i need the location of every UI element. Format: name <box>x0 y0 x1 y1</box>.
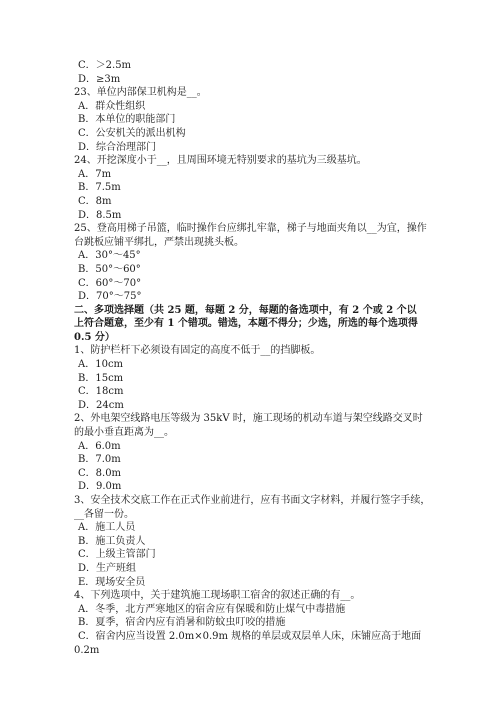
option-line: B．7.0m <box>78 454 121 466</box>
question-line: 23、单位内部保卫机构是__。 <box>74 87 207 99</box>
option-line: E．现场安全员 <box>78 576 146 588</box>
option-line: B．50°～60° <box>78 263 141 275</box>
option-line: A．7m <box>78 168 112 180</box>
section-heading: 0.5 分） <box>74 331 115 343</box>
option-line: A．施工人员 <box>78 522 136 534</box>
option-line: D．8.5m <box>78 209 122 221</box>
option-line: C．宿舍内应当设置 2.0m×0.9m 规格的单层或双层单人床，床铺应高于地面 <box>78 630 422 642</box>
option-line: A．6.0m <box>78 440 121 452</box>
question-line: 25、登高用梯子吊篮，临时操作台应绑扎牢靠，梯子与地面夹角以__为宜，操作 <box>74 223 427 235</box>
option-line: C．60°～70° <box>78 277 142 289</box>
option-line: A．群众性组织 <box>78 100 146 112</box>
option-line: B．施工负责人 <box>78 535 146 547</box>
option-line: C．8.0m <box>78 467 122 479</box>
question-line: 的最小垂直距离为__。 <box>74 427 174 439</box>
question-line: 24、开挖深度小于__，且周围环境无特别要求的基坑为三级基坑。 <box>74 155 367 167</box>
exam-text <box>74 59 440 657</box>
question-line: 1、防护栏杆下必须设有固定的高度不低于__的挡脚板。 <box>74 345 321 357</box>
question-line: 4、下列选项中，关于建筑施工现场职工宿舍的叙述正确的有__。 <box>74 590 361 602</box>
question-line: 2、外电架空线路电压等级为 35kV 时，施工现场的机动车道与架空线路交叉时 <box>74 413 423 425</box>
option-line: A．30°～45° <box>78 250 141 262</box>
option-line: B．15cm <box>78 372 124 384</box>
option-line: B．7.5m <box>78 182 121 194</box>
option-line: C．8m <box>78 195 112 207</box>
option-line: C．＞2.5m <box>78 60 132 71</box>
option-line: C．公安机关的派出机构 <box>78 127 186 139</box>
question-line: 3、安全技术交底工作在正式作业前进行，应有书面文字材料，并履行签字手续， <box>74 495 431 506</box>
section-heading: 二、多项选择题（共 25 题，每题 2 分，每题的备选项中，有 2 个或 2 个以 <box>74 304 417 316</box>
option-line: B．夏季，宿舍内应有消暑和防蚊虫叮咬的措施 <box>78 617 286 629</box>
option-line: C．18cm <box>78 386 124 398</box>
question-line: 0.2m <box>74 644 100 656</box>
option-line: D．≥3m <box>78 73 121 85</box>
option-line: D．生产班组 <box>78 562 137 574</box>
option-line: A．10cm <box>78 359 124 371</box>
option-line: D．24cm <box>78 399 124 411</box>
option-line: D．70°～75° <box>78 291 142 303</box>
option-line: C．上级主管部门 <box>78 549 156 561</box>
question-line: 台跳板应铺平绑扎，严禁出现挑头板。 <box>74 236 244 248</box>
section-heading: 上符合题意，至少有 1 个错项。错选，本题不得分；少选，所选的每个选项得 <box>74 318 418 330</box>
option-line: D．9.0m <box>78 481 122 493</box>
option-line: B．本单位的职能部门 <box>78 114 176 126</box>
option-line: D．综合治理部门 <box>78 141 157 153</box>
question-line: __各留一份。 <box>74 508 134 520</box>
option-line: A．冬季，北方严寒地区的宿舍应有保暖和防止煤气中毒措施 <box>78 603 346 615</box>
